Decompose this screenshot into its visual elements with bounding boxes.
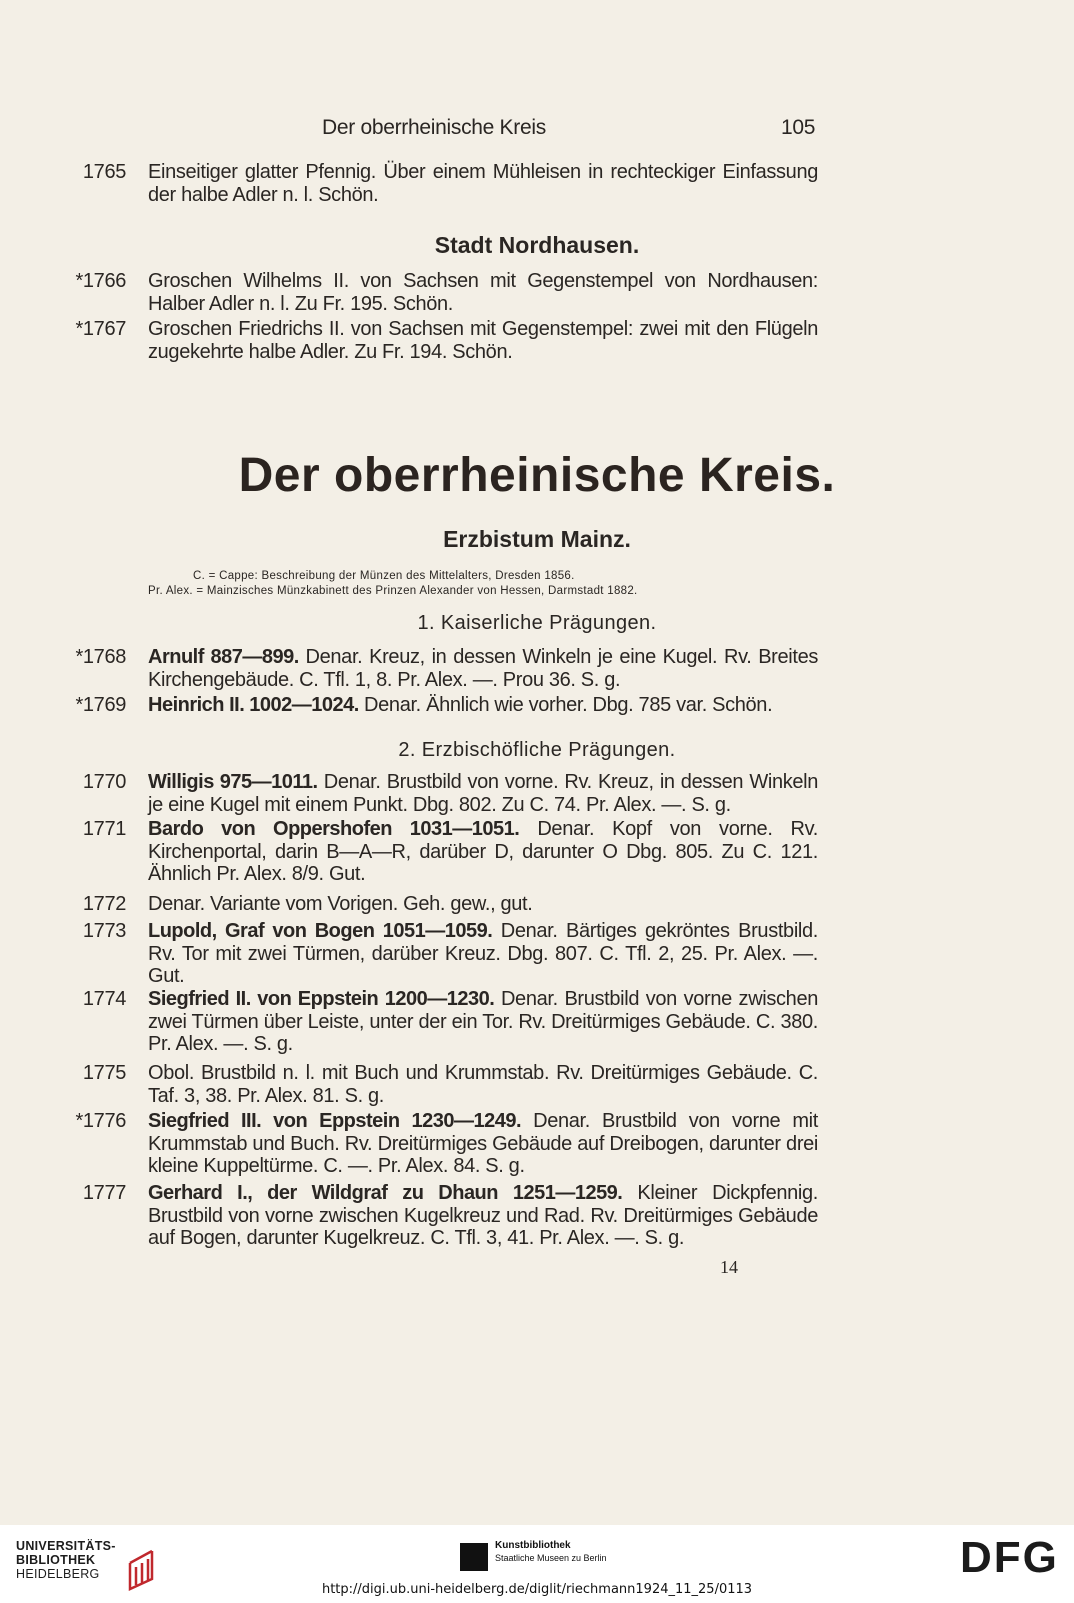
- digitization-footer: [0, 1525, 1074, 1603]
- abbreviation-line: Pr. Alex. = Mainzisches Münzkabinett des Prinzen Alexander von Hessen, Darmstadt 1882.: [148, 585, 638, 597]
- entry-text: [148, 1182, 818, 1250]
- entry-text: [148, 646, 818, 691]
- entry-description: Groschen Friedrichs II. von Sachsen mit Gegenstempel: zwei mit den Flügeln zugekehrte halbe Adler. Zu Fr. 194. Schön.: [148, 318, 818, 363]
- entry-ruler: Gerhard I., der Wildgraf zu Dhaun 1251—1259.: [148, 1182, 623, 1204]
- entry-text: [148, 988, 818, 1056]
- page-number: 105: [781, 116, 816, 139]
- ub-logo-line: BIBLIOTHEK: [16, 1553, 96, 1567]
- entry-text: [148, 893, 818, 916]
- entry-number: 1774: [82, 988, 126, 1010]
- running-title: Der oberrheinische Kreis: [322, 116, 546, 139]
- dfg-logo[interactable]: DFG: [960, 1533, 1059, 1582]
- ub-heidelberg-logo[interactable]: [16, 1539, 116, 1581]
- entry-text: [148, 920, 818, 988]
- kunstbibliothek-text: [495, 1539, 635, 1565]
- entry-ruler: Arnulf 887—899.: [148, 646, 299, 668]
- subsection-heading: 2. Erzbischöfliche Prägungen.: [398, 739, 676, 761]
- entry-ruler: Siegfried II. von Eppstein 1200—1230.: [148, 988, 495, 1010]
- entry-description: Denar. Brustbild von vorne zwischen zwei Türmen über Leiste, unter der ein Tor. Rv. Dreitürmiges Gebäude. C. 380. Pr. Alex. —. S. g.: [148, 988, 818, 1055]
- entry-description: Denar. Brustbild von vorne. Rv. Kreuz, in dessen Winkeln je eine Kugel mit einem Punkt. Dbg. 802. Zu C. 74. Pr. Alex. —. S. g.: [148, 771, 819, 816]
- entry-text: [148, 1110, 818, 1178]
- entry-number: 1775: [82, 1062, 126, 1084]
- entry-number: 1773: [82, 920, 126, 942]
- signature-mark: 14: [720, 1257, 738, 1277]
- ub-logo-line: HEIDELBERG: [16, 1567, 100, 1581]
- entry-description: Denar. Ähnlich wie vorher. Dbg. 785 var. Schön.: [358, 694, 773, 716]
- kunstbibliothek-subtitle: Staatliche Museen zu Berlin: [495, 1553, 607, 1563]
- section-heading-mainz: Erzbistum Mainz.: [443, 526, 631, 552]
- entry-description: Denar. Bärtiges gekröntes Brustbild. Rv. Tor mit zwei Türmen, darüber Kreuz. Dbg. 807. C. Tfl. 2, 25. Pr. Alex. —. Gut.: [148, 920, 818, 987]
- entry-ruler: Willigis 975—1011.: [148, 771, 318, 793]
- permalink-url[interactable]: http://digi.ub.uni-heidelberg.de/diglit/riechmann1924_11_25/0113: [321, 1582, 753, 1597]
- entry-number: *1769: [75, 694, 126, 716]
- entry-text: [148, 694, 818, 717]
- entry-text: [148, 270, 818, 315]
- entry-text: [148, 818, 818, 886]
- entry-description: Groschen Wilhelms II. von Sachsen mit Gegenstempel von Nordhausen: Halber Adler n. l. Zu Fr. 195. Schön.: [148, 270, 818, 315]
- entry-text: [148, 161, 818, 206]
- entry-ruler: Bardo von Oppershofen 1031—1051.: [148, 818, 520, 840]
- entry-text: [148, 771, 818, 816]
- kunstbibliothek-mark-icon: [460, 1543, 488, 1571]
- entry-number: 1770: [82, 771, 126, 793]
- entry-number: *1776: [75, 1110, 126, 1132]
- abbreviation-line: C. = Cappe: Beschreibung der Münzen des Mittelalters, Dresden 1856.: [193, 570, 575, 582]
- entry-number: 1765: [82, 161, 126, 183]
- entry-description: Obol. Brustbild n. l. mit Buch und Krummstab. Rv. Dreitürmiges Gebäude. C. Taf. 3, 38. Pr. Alex. 81. S. g.: [148, 1062, 818, 1107]
- entry-description: Denar. Brustbild von vorne mit Krummstab und Buch. Rv. Dreitürmiges Gebäude auf Dreibogen, darunter drei kleine Kuppeltürme. C. —. Pr. Alex. 84. S. g.: [148, 1110, 818, 1177]
- section-heading-nordhausen: Stadt Nordhausen.: [434, 232, 640, 258]
- entry-text: [148, 318, 818, 363]
- entry-description: Kleiner Dickpfennig. Brustbild von vorne zwischen Kugelkreuz und Rad. Rv. Dreitürmiges Gebäude auf Bogen, darunter Kugelkreuz. C. Tfl. 3, 41. Pr. Alex. —. S. g.: [148, 1182, 818, 1249]
- entry-description: Denar. Variante vom Vorigen. Geh. gew., gut.: [148, 893, 533, 915]
- entry-description: Denar. Kopf von vorne. Rv. Kirchenportal, darin B—A—R, darüber D, darunter O Dbg. 805. Zu C. 121. Ähnlich Pr. Alex. 8/9. Gut.: [148, 818, 818, 885]
- ub-logo-line: UNIVERSITÄTS-: [16, 1539, 116, 1553]
- entry-text: [148, 1062, 818, 1107]
- chapter-title: Der oberrheinische Kreis.: [238, 449, 836, 502]
- entry-description: Einseitiger glatter Pfennig. Über einem Mühleisen in rechteckiger Einfassung der halbe Adler n. l. Schön.: [148, 161, 818, 206]
- entry-number: 1771: [82, 818, 126, 840]
- entry-number: *1768: [75, 646, 126, 668]
- entry-number: *1766: [75, 270, 126, 292]
- kunstbibliothek-name: Kunstbibliothek: [495, 1540, 571, 1551]
- entry-ruler: Siegfried III. von Eppstein 1230—1249.: [148, 1110, 522, 1132]
- subsection-heading: 1. Kaiserliche Prägungen.: [417, 612, 657, 634]
- entry-ruler: Heinrich II. 1002—1024.: [148, 694, 359, 716]
- entry-number: 1772: [82, 893, 126, 915]
- entry-number: *1767: [75, 318, 126, 340]
- entry-number: 1777: [82, 1182, 126, 1204]
- entry-ruler: Lupold, Graf von Bogen 1051—1059.: [148, 920, 493, 942]
- entry-description: Denar. Kreuz, in dessen Winkeln je eine Kugel. Rv. Breites Kirchengebäude. C. Tfl. 1, 8. Pr. Alex. —. Prou 36. S. g.: [148, 646, 818, 691]
